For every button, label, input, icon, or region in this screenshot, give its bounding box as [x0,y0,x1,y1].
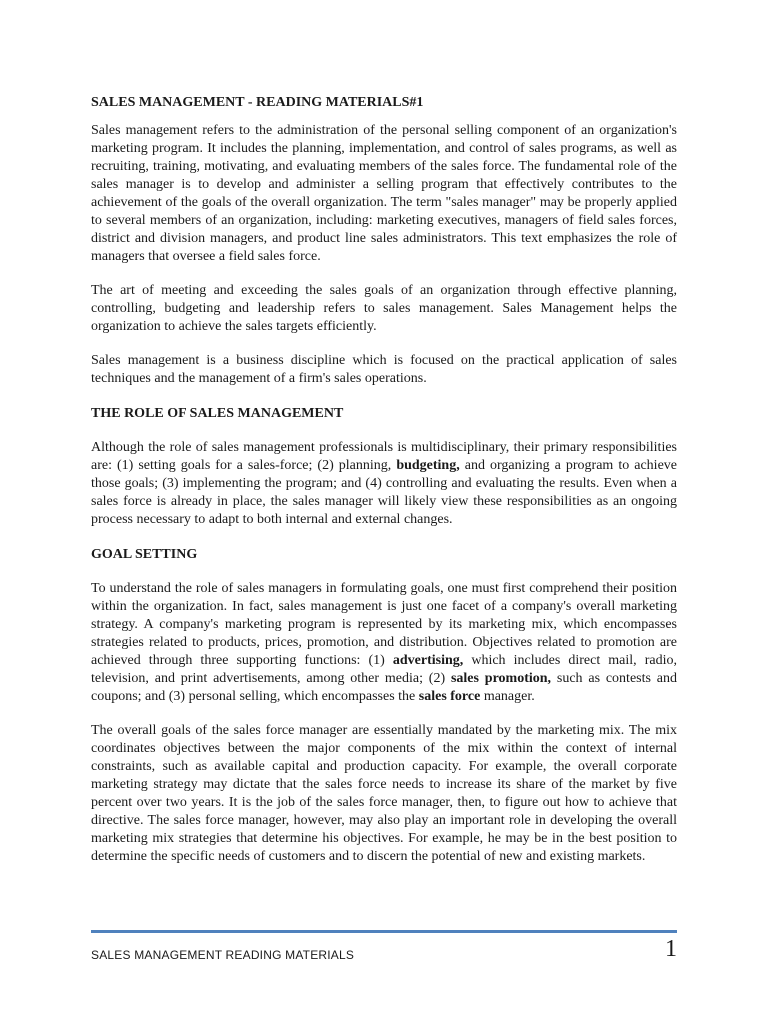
footer-rule [91,930,677,933]
goal-paragraph-1 [91,580,677,706]
page-body [91,94,677,866]
goal-text-2: which includes direct mail, radio, television, and print advertisements, among other media; (2) [91,653,678,686]
page-number: 1 [665,936,677,962]
goal-bold-advertising: advertising, [392,653,464,668]
role-paragraph-1 [91,439,677,529]
role-text-2: and organizing a program to achieve those goals; (3) implementing the program; and (4) controlling and evaluating the results. Even when a sales force is already in place, the sales manager will likely view these responsibilities as an ongoing process necessary to adapt to both internal and external changes. [91,458,678,527]
section-heading-goal-setting: GOAL SETTING [91,547,198,562]
section-heading-role: THE ROLE OF SALES MANAGEMENT [91,406,344,421]
goal-bold-sales-promotion: sales promotion, [450,671,552,686]
goal-text-3: such as contests and coupons; and (3) personal selling, which encompasses the [91,671,677,704]
intro-paragraph-3: Sales management is a business discipline which is focused on the practical application of sales techniques and the management of a firm's sales operations. [91,353,677,386]
intro-paragraph-2: The art of meeting and exceeding the sales goals of an organization through effective planning, controlling, budgeting and leadership refers to sales management. Sales Management helps the organization to achieve the sales targets efficiently. [91,283,677,334]
footer-title: SALES MANAGEMENT READING MATERIALS [91,948,355,962]
document-title: SALES MANAGEMENT - READING MATERIALS#1 [91,95,424,110]
role-text-1: Although the role of sales management professionals is multidisciplinary, their primary responsibilities are: (1) setting goals for a sales-force; (2) planning, [91,440,677,473]
goal-paragraph-2: The overall goals of the sales force manager are essentially mandated by the marketing mix. The mix coordinates objectives between the major components of the mix within the context of internal constraints, such as available capital and production capacity. For example, the overall corporate marketing strategy may dictate that the sales force needs to increase its share of the market by five percent over two years. It is the job of the sales force manager, then, to figure out how to achieve that directive. The sales force manager, however, may also play an important role in developing the overall marketing mix strategies that determine his objectives. For example, he may be in the best position to determine the specific needs of customers and to discern the potential of new and existing markets. [91,723,677,864]
role-bold-budgeting: budgeting, [396,458,460,473]
goal-bold-sales-force: sales force [418,689,481,704]
intro-paragraph-1: Sales management refers to the administration of the personal selling component of an organization's marketing program. It includes the planning, implementation, and control of sales programs, as well as recruiting, training, motivating, and evaluating members of the sales force. The fundamental role of the sales manager is to develop and administer a selling program that effectively contributes to the achievement of the goals of the overall organization. The term "sales manager" may be properly applied to several members of an organization, including: marketing executives, managers of field sales forces, district and division managers, and product line sales administrators. This text emphasizes the role of managers that oversee a field sales force. [91,123,677,264]
goal-text-1: To understand the role of sales managers in formulating goals, one must first comprehend their position within the organization. In fact, sales management is just one facet of a company's overall marketing strategy. A company's marketing program is represented by its marketing mix, which encompasses strategies related to products, prices, promotion, and distribution. Objectives related to promotion are achieved through three supporting functions: (1) [91,581,677,668]
goal-text-4: manager. [480,689,535,704]
